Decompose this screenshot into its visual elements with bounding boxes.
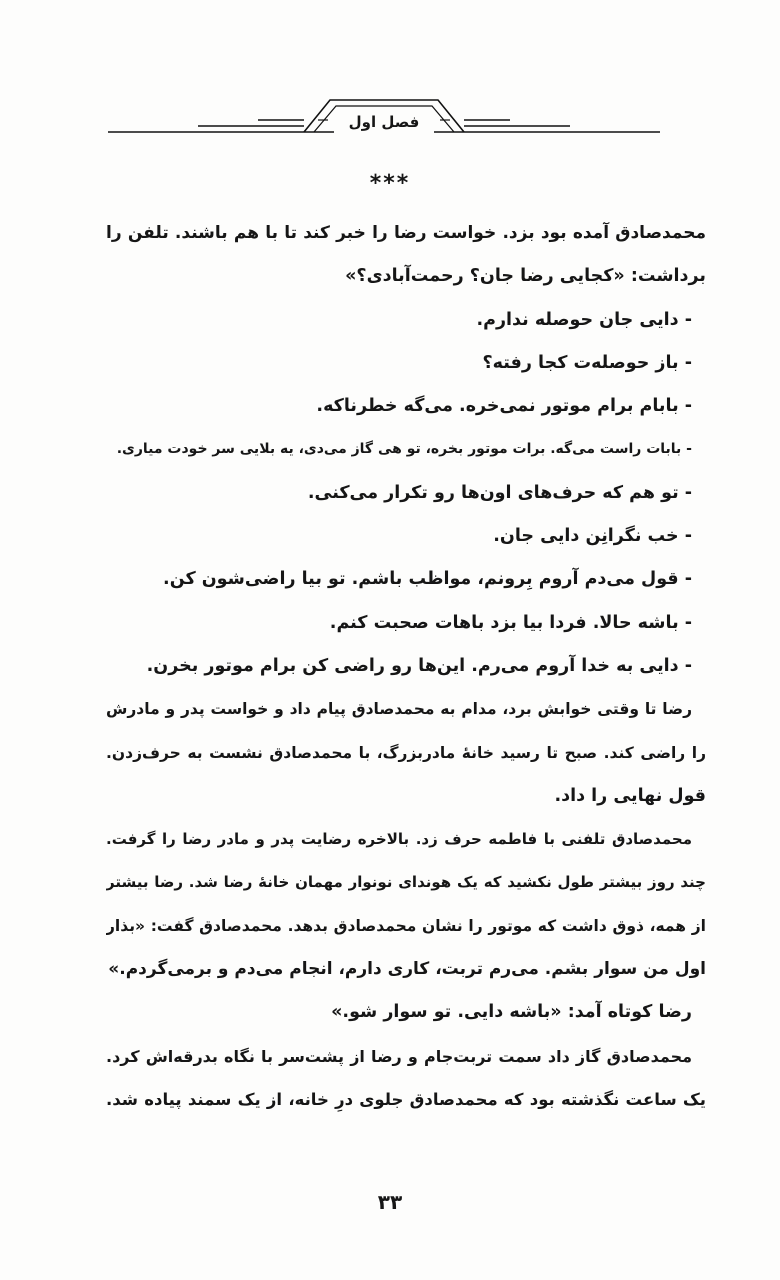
text-line: - باز حوصله‌ت کجا رفته؟ (482, 352, 692, 373)
text-line: چند روز بیشتر طول نکشید که یک هوندای نونوار مهمان خانهٔ رضا شد. رضا بیشتر (106, 873, 706, 892)
text-line: محمدصادق تلفنی با فاطمه حرف زد. بالاخره رضایت پدر و مادر رضا را گرفت. (106, 830, 692, 849)
text-line: رضا تا وقتی خوابش برد، مدام به محمدصادق پیام داد و خواست پدر و مادرش (106, 700, 692, 719)
page-number: ۳۳ (377, 1190, 403, 1214)
text-line: محمدصادق آمده بود بزد. خواست رضا را خبر کند تا با هم باشند. تلفن را (106, 223, 706, 243)
text-line: اول من سوار بشم. می‌رم تربت، کاری دارم، انجام می‌دم و برمی‌گردم.» (108, 959, 706, 980)
text-line: برداشت: «کجایی رضا جان؟ رحمت‌آبادی؟» (345, 266, 706, 287)
text-line: رضا کوتاه آمد: «باشه دایی. تو سوار شو.» (331, 1002, 692, 1023)
text-line: - دایی به خدا آروم می‌رم. این‌ها رو راضی کن برام موتور بخرن. (146, 655, 692, 676)
text-line: - باشه حالا. فردا بیا بزد باهات صحبت کنم. (329, 612, 692, 633)
text-line: - دایی جان حوصله ندارم. (476, 309, 692, 330)
text-line: یک ساعت نگذشته بود که محمدصادق جلوی درِ خانه، از یک سمند پیاده شد. (106, 1089, 706, 1109)
text-line: از همه، ذوق داشت که موتور را نشان محمدصادق بدهد. محمدصادق گفت: «بذار (106, 916, 706, 935)
text-line: - تو هم که حرف‌های اون‌ها رو تکرار می‌کنی. (307, 482, 692, 503)
text-line: را راضی کند. صبح تا رسید خانهٔ مادربزرگ، با محمدصادق نشست به حرف‌زدن. (106, 743, 706, 762)
body-text (106, 212, 706, 1121)
text-line: - قول می‌دم آروم بِرونم، مواظب باشم. تو بیا راضی‌شون کن. (163, 569, 692, 590)
text-line: - خب نگرانِن دایی جان. (493, 526, 692, 547)
chapter-header (108, 96, 660, 144)
chapter-title: فصل اول (334, 110, 434, 134)
text-line: - بابات راست می‌گه. برات موتور بخره، تو هی گاز می‌دی، یه بلایی سر خودت میاری. (116, 441, 692, 458)
section-separator: *** (369, 171, 411, 196)
text-line: - بابام برام موتور نمی‌خره. می‌گه خطرناکه. (316, 396, 692, 417)
text-line: قول نهایی را داد. (554, 785, 706, 806)
text-line: محمدصادق گاز داد سمت تربت‌جام و رضا از پشت‌سر با نگاه بدرقه‌اش کرد. (106, 1046, 692, 1066)
